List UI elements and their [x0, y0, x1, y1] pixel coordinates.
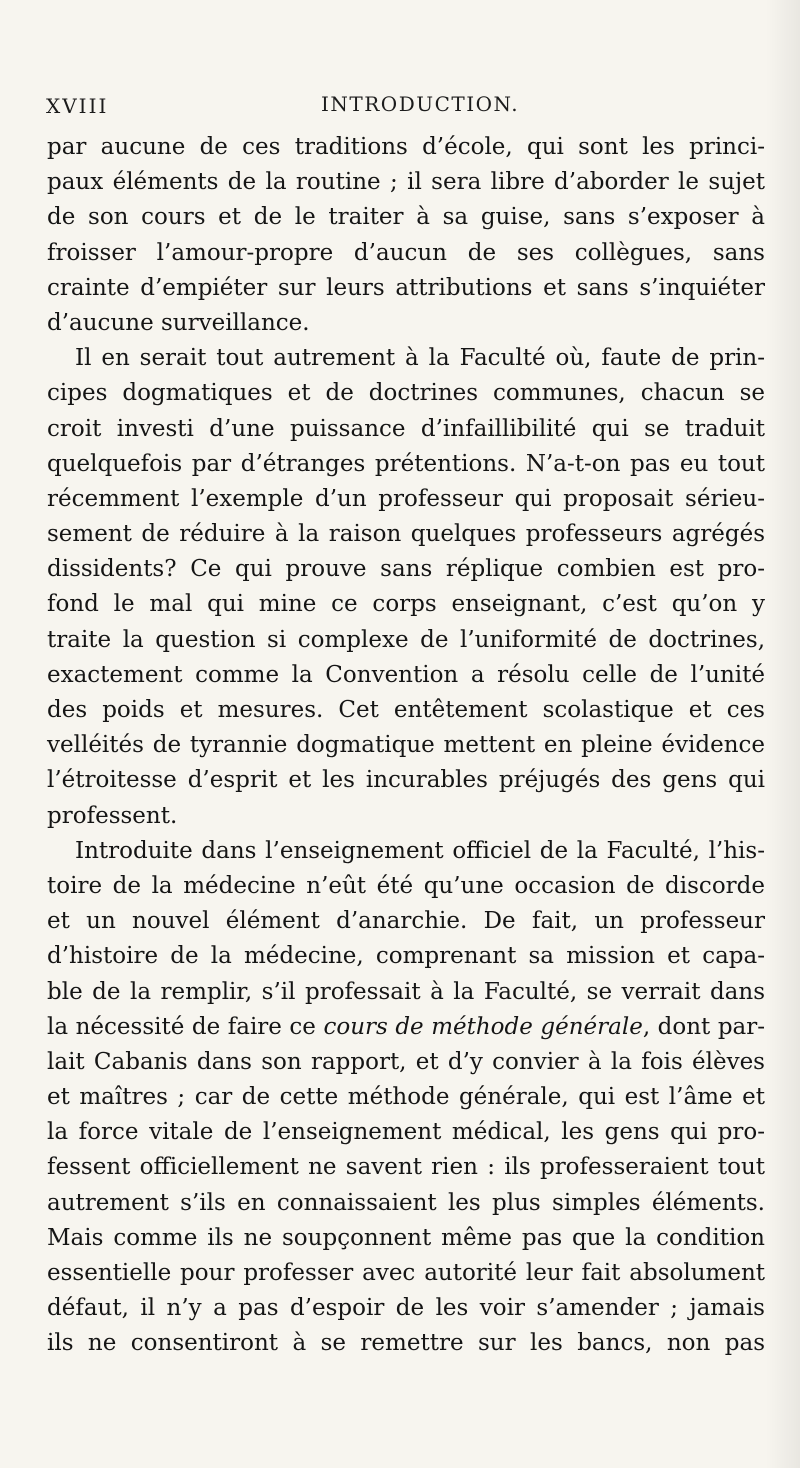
text-line: Introduite dans l’enseignement officiel de la Faculté, l’his- — [75, 837, 765, 864]
page-folio: XVIII — [46, 94, 109, 118]
text-line: dissidents? Ce qui prouve sans réplique combien est pro- — [47, 556, 765, 583]
text-segment: , dont par- — [642, 1013, 766, 1040]
text-line: essentielle pour professer avec autorité leur fait absolument — [47, 1260, 765, 1286]
text-line: et maîtres ; car de cette méthode générale, qui est l’âme et — [47, 1084, 765, 1111]
text-line: Mais comme ils ne soupçonnent même pas que la condition — [47, 1224, 765, 1251]
text-line: d’aucune surveillance. — [47, 309, 310, 336]
text-line: de son cours et de le traiter à sa guise, sans s’exposer à — [47, 204, 765, 231]
text-line: d’histoire de la médecine, comprenant sa mission et capa- — [47, 943, 765, 970]
text-line-with-italic — [47, 1010, 765, 1045]
text-segment: la nécessité de faire ce — [47, 1013, 316, 1040]
running-head-title: INTRODUCTION. — [321, 92, 520, 116]
text-line: fessent officiellement ne savent rien : ils professeraient tout — [47, 1154, 765, 1181]
text-line: par aucune de ces traditions d’école, qui sont les princi- — [47, 134, 765, 160]
text-line: autrement s’ils en connaissaient les plus simples éléments. — [47, 1189, 765, 1216]
text-line: la force vitale de l’enseignement médical, les gens qui pro- — [47, 1119, 765, 1146]
text-line: traite la question si complexe de l’uniformité de doctrines, — [47, 626, 765, 653]
text-line: toire de la médecine n’eût été qu’une occasion de discorde — [47, 872, 765, 899]
running-head — [46, 88, 766, 124]
text-line: crainte d’empiéter sur leurs attributions et sans s’inquiéter — [47, 274, 765, 301]
text-line: quelquefois par d’étranges prétentions. N’a-t-on pas eu tout — [47, 450, 765, 477]
page-edge-shadow — [766, 0, 800, 1468]
italic-phrase: cours de méthode générale — [323, 1013, 643, 1040]
text-line: croit investi d’une puissance d’infaillibilité qui se traduit — [47, 415, 765, 442]
text-line: lait Cabanis dans son rapport, et d’y convier à la fois élèves — [47, 1048, 765, 1075]
text-line: ble de la remplir, s’il professait à la Faculté, se verrait dans — [47, 978, 765, 1005]
body-text — [47, 130, 765, 1362]
text-line: et un nouvel élément d’anarchie. De fait, un professeur — [47, 908, 765, 935]
text-line: ils ne consentiront à se remettre sur les bancs, non pas — [47, 1330, 765, 1357]
text-line: fond le mal qui mine ce corps enseignant, c’est qu’on y — [47, 591, 765, 618]
text-line: Il en serait tout autrement à la Faculté où, faute de prin- — [75, 345, 765, 372]
text-line: l’étroitesse d’esprit et les incurables préjugés des gens qui — [47, 767, 765, 794]
text-line: professent. — [47, 802, 178, 829]
text-line: velléités de tyrannie dogmatique mettent en pleine évidence — [47, 732, 765, 759]
text-line: froisser l’amour-propre d’aucun de ses collègues, sans — [47, 239, 765, 266]
text-line: cipes dogmatiques et de doctrines communes, chacun se — [47, 380, 765, 407]
text-line: récemment l’exemple d’un professeur qui proposait sérieu- — [47, 485, 765, 512]
text-line: sement de réduire à la raison quelques professeurs agrégés — [47, 521, 765, 548]
text-line: des poids et mesures. Cet entêtement scolastique et ces — [47, 697, 765, 723]
text-line: défaut, il n’y a pas d’espoir de les voir s’amender ; jamais — [47, 1295, 765, 1322]
text-line: paux éléments de la routine ; il sera libre d’aborder le sujet — [47, 169, 765, 196]
text-line: exactement comme la Convention a résolu celle de l’unité — [47, 661, 765, 688]
